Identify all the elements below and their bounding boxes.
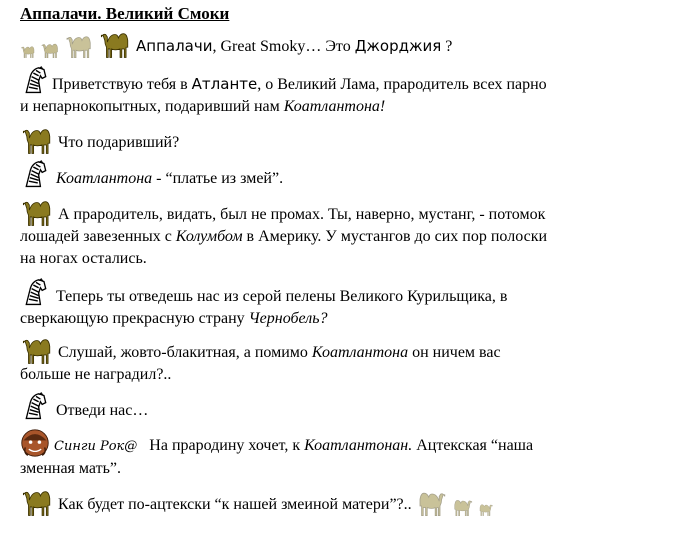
shaman-avatar-icon: [20, 428, 50, 458]
place-georgia: Джорджия: [354, 37, 442, 55]
camel-icon: [98, 28, 132, 58]
zebra-icon: [20, 392, 52, 422]
dialogue-line-zebra: Приветствую тебя в Атланте, о Великий Лама, прародитель всех парно и непарнокопытных, подаривший нам Коатлантона!: [20, 66, 674, 118]
dialogue-line-camel: Как будет по-ацтекски “к нашей змеиной матери”?..: [20, 486, 674, 516]
camel-icon: [416, 488, 448, 516]
camel-icon: [64, 32, 94, 58]
camel-icon: [20, 486, 54, 516]
camel-icon: [20, 196, 54, 226]
dialogue-line-shaman: Синги Рок@ На прародину хочет, к Коатлантонан. Ацтекская “наша зменная мать”.: [20, 428, 674, 480]
dialogue-line-camel: Слушай, жовто-блакитная, а помимо Коатлантона он ничем вас больше не наградил?..: [20, 334, 674, 386]
intro-line: Аппалачи, Great Smoky… Это Джорджия ?: [20, 28, 674, 58]
camel-icon: [40, 41, 60, 58]
dialogue-line-camel: Что подаривший?: [20, 124, 674, 154]
dialogue-line-zebra: Теперь ты отведешь нас из серой пелены Великого Курильщика, в сверкающую прекрасную страну Чернобель?: [20, 278, 674, 330]
dialogue-line-zebra: Коатлантона - “платье из змей”.: [20, 160, 674, 190]
page-title: Аппалачи. Великий Смоки: [20, 4, 230, 23]
camel-icon: [452, 497, 474, 516]
zebra-icon: [20, 66, 52, 96]
camel-icon: [20, 124, 54, 154]
zebra-icon: [20, 160, 52, 190]
camel-icon: [20, 334, 54, 364]
dialogue-line-zebra: Отведи нас…: [20, 392, 674, 422]
zebra-icon: [20, 278, 52, 308]
camel-icon: [20, 44, 36, 58]
signature: Синги Рок@: [54, 439, 138, 454]
camel-icon: [478, 502, 494, 516]
place-appalachians: Аппалачи: [136, 37, 213, 55]
dialogue-line-camel: А прародитель, видать, был не промах. Ты, наверно, мустанг, - потомок лошадей завезенных с Колумбом в Америку. У мустангов до сих пор полоски на ногах остались.: [20, 196, 674, 270]
